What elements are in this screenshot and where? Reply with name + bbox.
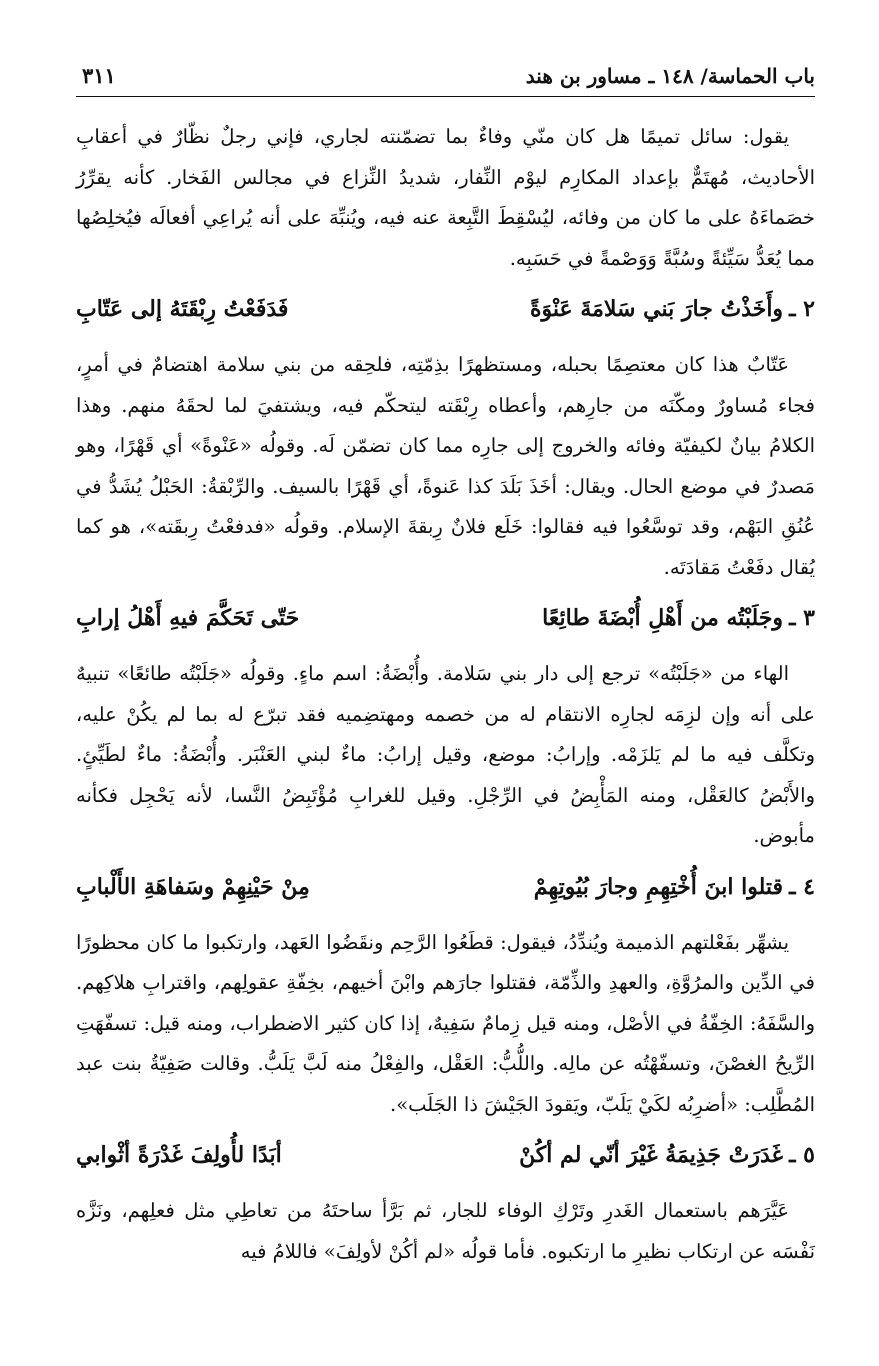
verse-number: ٢ ـ bbox=[789, 296, 815, 322]
page-content bbox=[76, 117, 815, 1272]
verse-number: ٣ ـ bbox=[789, 605, 815, 631]
verse-second-hemistich: أبَدًا لأُولِفَ غَدْرَةً أثْوابي bbox=[76, 1142, 282, 1168]
commentary-paragraph: يقول: سائل تميمًا هل كان منّي وفاءٌ بما تضمّنته لجاري، فإني رجلٌ نظّارٌ في أعقابِ الأحاديث، مُهتَمٌّ بإعداد المكارِم ليوْم النِّفار، شديدُ النِّزاع في مجالس الفَخار. كأنه يقرِّرُ خصَماءَهُ على ما كان من وفائه، ليُسْقِطَ التَّبِعة عنه فيه، ويُنبِّهَ على أنه يُراعِي أفعالَه فيُخلِصُها مما يُعَدُّ سَيِّئةً وسُبَّةً وَوَصْمةً في حَسَبِه. bbox=[76, 125, 815, 270]
commentary-paragraph: عَتّابٌ هذا كان معتصِمًا بحبله، ومستظهرًا بذِمّتِه، فلحِقه من بني سلامة اهتضامٌ في أمرٍ، فجاء مُساورٌ ومكّنَه من جارِهم، وأعطاه رِبْقَته ليتحكّم فيه، ويشتفيَ لما لحقَهُ منهم. وهذا الكلامُ بيانٌ لكيفيّة وفائه والخروج إلى جارِه مما كان تضمّن لَه. وقولُه «عَنْوةً» أي قَهْرًا، وهو مَصدرٌ في موضع الحال. ويقال: أخَذَ بَلَدَ كذا عَنوةً، أي قَهْرًا بالسيف. والرِّبْقةُ: الحَبْلُ يُشَدُّ في عُنُقِ البَهْم، وقد توسَّعُوا فيه فقالوا: خَلَع فلانٌ رِبقةَ الإسلام. وقولُه «فدفعْتُ رِبقَته»، هو كما يُقال دفَعْتُ مَقادَتَه. bbox=[76, 353, 815, 579]
verse-first-hemistich bbox=[519, 1142, 815, 1168]
verse-number: ٥ ـ bbox=[789, 1142, 815, 1168]
running-header bbox=[76, 48, 815, 97]
commentary-paragraph: الهاء من «جَلَبْتُه» ترجع إلى دار بني سَلامة. وأُبْضَةُ: اسم ماءٍ. وقولُه «جَلَبْتُه طائعًا» تنبيهٌ على أنه وإن لزِمَه لجارِه الانتقام له من خصمه ومهتضِميه فقد تبرّع له بما لم يكُنْ عليه، وتكلَّف فيه ما لم يَلزَمْه. وإرابُ: موضع، وقيل إرابُ: ماءٌ لبني العَنْبَر. وأُبْضَةُ: ماءٌ لطَيِّئٍ. والأَبْضُ كالعَقْل، ومنه المَأْبِضُ في الرِّجْلِ. وقيل للغرابِ مُؤْتَبِضُ النَّسا، لأنه يَحْجِل فكأنه مأبوض. bbox=[76, 662, 815, 847]
verse-second-hemistich: فَدَفَعْتُ رِبْقَتَهُ إلى عَتّابِ bbox=[76, 296, 289, 322]
verse-line bbox=[76, 592, 815, 644]
verse-first-hemistich bbox=[534, 874, 815, 900]
hemistich-text: غَدَرَتْ جَذِيمَةُ غَيْرَ أنّي لم أكُنْ bbox=[519, 1142, 784, 1168]
verse-first-hemistich bbox=[542, 605, 815, 631]
page-number: ٣١١ bbox=[82, 63, 116, 88]
chapter-title: باب الحماسة/ ١٤٨ ـ مساور بن هند bbox=[525, 64, 815, 88]
commentary-paragraph: عَيَّرَهم باستعمال الغَدرِ وتَرْكِ الوفاء للجار، ثم بَرَّأ ساحتَهُ من تعاطِي مثل فعلِهم، ونَزَّه نَفْسَه عن ارتكاب نظيرِ ما ارتكبوه. فأما قولُه «لم أكُنْ لأولِفَ» فاللامُ فيه bbox=[76, 1199, 815, 1263]
verse-line bbox=[76, 861, 815, 913]
verse-number: ٤ ـ bbox=[789, 873, 815, 900]
commentary-paragraph: يشهِّر بفَعْلتهم الذميمة ويُندِّدُ، فيقول: قطَعُوا الرَّحِم ونقَضُوا العَهد، وارتكبوا ما كان محظورًا في الدِّين والمرُوَّةِ، والعهدِ والذِّمّة، فقتلوا جارَهم وابْنَ أخيهم، بخِفّةِ عقولِهم، واقترابِ هلاكِهم. والسَّفَهُ: الخِفّةُ في الأصْل، ومنه قيل زِمامٌ سَفِيهٌ، إذا كان كثير الاضطراب، ومنه قيل: تسفّهَتِ الرِّيحُ الغصْنَ، وتسفّهْتُه عن مالِه. واللُّبُّ: العَقْل، والفِعْلُ منه لَبَّ يَلَبُّ. وقالت صَفِيّةُ بنت عبد المُطَّلِب: «أضرِبُه لكَيْ يَلَبّ، ويَقودَ الجَيْشَ ذا الجَلَب». bbox=[76, 930, 815, 1116]
hemistich-text: وجَلَبْتُه من أَهْلِ أُبْضَةَ طائِعًا bbox=[542, 605, 784, 631]
hemistich-text: قتلوا ابنَ أُخْتِهِمِ وجارَ بُيُوتِهِمْ bbox=[533, 873, 784, 900]
hemistich-text: وأَخَذْتُ جارَ بَني سَلامَةَ عَنْوَةً bbox=[530, 296, 784, 322]
verse-line bbox=[76, 1129, 815, 1181]
verse-second-hemistich: حَتّى تَحَكَّمَ فيهِ أَهْلُ إرابِ bbox=[76, 605, 300, 631]
verse-line bbox=[76, 283, 815, 335]
verse-second-hemistich: مِنْ حَيْنِهِمْ وسَفاهَةِ الأَلْبابِ bbox=[76, 873, 310, 900]
verse-first-hemistich bbox=[530, 296, 815, 322]
